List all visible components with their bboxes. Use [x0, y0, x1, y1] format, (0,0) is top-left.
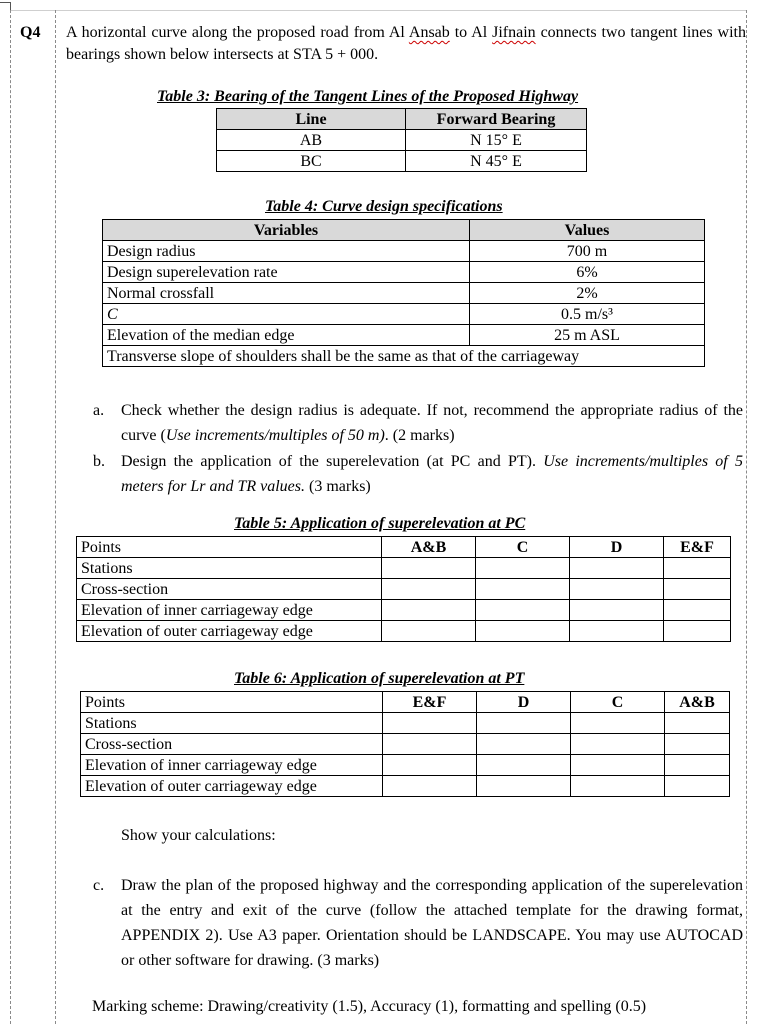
table-row: Cross-section: [81, 734, 730, 755]
table-right-border: [746, 10, 747, 1024]
table3-caption: Table 3: Bearing of the Tangent Lines of the Proposed Highway: [157, 88, 579, 105]
empty-cell[interactable]: [665, 755, 730, 776]
table-row: AB N 15° E: [217, 130, 587, 151]
table-header: C: [476, 537, 570, 558]
table6-caption: Table 6: Application of superelevation at PT: [234, 670, 525, 687]
empty-cell[interactable]: [665, 734, 730, 755]
table-row: BC N 45° E: [217, 151, 587, 172]
table-header: D: [570, 537, 664, 558]
empty-cell[interactable]: [664, 621, 731, 642]
empty-cell[interactable]: [476, 621, 570, 642]
empty-cell[interactable]: [382, 621, 476, 642]
table-header: Variables: [103, 220, 470, 241]
empty-cell[interactable]: [383, 713, 477, 734]
table-header: Values: [470, 220, 705, 241]
table-row: Design superelevation rate 6%: [103, 262, 705, 283]
empty-cell[interactable]: [382, 579, 476, 600]
table3: [216, 108, 587, 172]
table-row: Stations: [77, 558, 731, 579]
table-row: Elevation of outer carriageway edge: [77, 621, 731, 642]
table4: [102, 219, 705, 367]
table-row: Design radius 700 m: [103, 241, 705, 262]
table-row: C 0.5 m/s³: [103, 304, 705, 325]
part-a: a. Check whether the design radius is adequate. If not, recommend the appropriate radius of the curve (Use increments/multiples of 50 m). (2 marks): [93, 402, 743, 444]
empty-cell[interactable]: [476, 558, 570, 579]
empty-cell[interactable]: [382, 600, 476, 621]
table4-caption: Table 4: Curve design specifications: [265, 198, 503, 215]
empty-cell[interactable]: [383, 755, 477, 776]
empty-cell[interactable]: [664, 600, 731, 621]
empty-cell[interactable]: [570, 600, 664, 621]
empty-cell[interactable]: [477, 776, 571, 797]
empty-cell[interactable]: [476, 600, 570, 621]
empty-cell[interactable]: [571, 713, 665, 734]
empty-cell[interactable]: [571, 755, 665, 776]
table-header: Points: [81, 692, 383, 713]
table4-footer: Transverse slope of shoulders shall be the same as that of the carriageway: [103, 346, 705, 367]
table-row: Normal crossfall 2%: [103, 283, 705, 304]
table-row: [103, 346, 705, 367]
table-header: Forward Bearing: [406, 109, 587, 130]
empty-cell[interactable]: [477, 713, 571, 734]
table-header: Line: [217, 109, 406, 130]
table-header: A&B: [665, 692, 730, 713]
table-left-border: [10, 10, 11, 1024]
table-row: Elevation of inner carriageway edge: [81, 755, 730, 776]
table-header: A&B: [382, 537, 476, 558]
empty-cell[interactable]: [664, 558, 731, 579]
empty-cell[interactable]: [570, 558, 664, 579]
empty-cell[interactable]: [665, 713, 730, 734]
part-b: b. Design the application of the superelevation (at PC and PT). Use increments/multiples of 5 meters for Lr and TR values. (3 marks): [93, 453, 744, 495]
table-header: D: [477, 692, 571, 713]
table-column-divider: [55, 10, 56, 1024]
table-header: C: [571, 692, 665, 713]
table-row: Elevation of inner carriageway edge: [77, 600, 731, 621]
empty-cell[interactable]: [476, 579, 570, 600]
spellcheck-word[interactable]: Ansab: [408, 24, 450, 41]
question-number: Q4: [20, 24, 41, 41]
empty-cell[interactable]: [382, 558, 476, 579]
table-row: Elevation of outer carriageway edge: [81, 776, 730, 797]
marking-scheme: Marking scheme: Drawing/creativity (1.5), Accuracy (1), formatting and spelling (0.5): [92, 998, 647, 1015]
empty-cell[interactable]: [477, 755, 571, 776]
empty-cell[interactable]: [570, 579, 664, 600]
table-top-border: [10, 10, 746, 11]
empty-cell[interactable]: [477, 734, 571, 755]
empty-cell[interactable]: [570, 621, 664, 642]
empty-cell[interactable]: [571, 734, 665, 755]
table-row: Cross-section: [77, 579, 731, 600]
table5: [76, 536, 731, 642]
show-calculations: Show your calculations:: [121, 827, 276, 844]
empty-cell[interactable]: [383, 776, 477, 797]
table-header: Points: [77, 537, 382, 558]
table5-caption: Table 5: Application of superelevation at PC: [234, 515, 526, 532]
table-row: Stations: [81, 713, 730, 734]
empty-cell[interactable]: [664, 579, 731, 600]
empty-cell[interactable]: [571, 776, 665, 797]
empty-cell[interactable]: [383, 734, 477, 755]
table-header: E&F: [664, 537, 731, 558]
question-intro: A horizontal curve along the proposed road from Al Ansab to Al Jifnain connects two tangent lines with bearings shown below intersects at STA 5 + 000.: [66, 24, 746, 63]
table-header: E&F: [383, 692, 477, 713]
table6: [80, 691, 730, 797]
table-row: Elevation of the median edge 25 m ASL: [103, 325, 705, 346]
empty-cell[interactable]: [665, 776, 730, 797]
spellcheck-word[interactable]: Jifnain: [492, 24, 536, 41]
part-c: c. Draw the plan of the proposed highway and the corresponding application of the superelevation at the entry and exit of the curve (follow the attached template for the drawing format, APPENDIX 2). Use A3 paper. Orientation should be LANDSCAPE. You may use AUTOCAD or other software for drawing. (3 marks): [93, 877, 743, 969]
